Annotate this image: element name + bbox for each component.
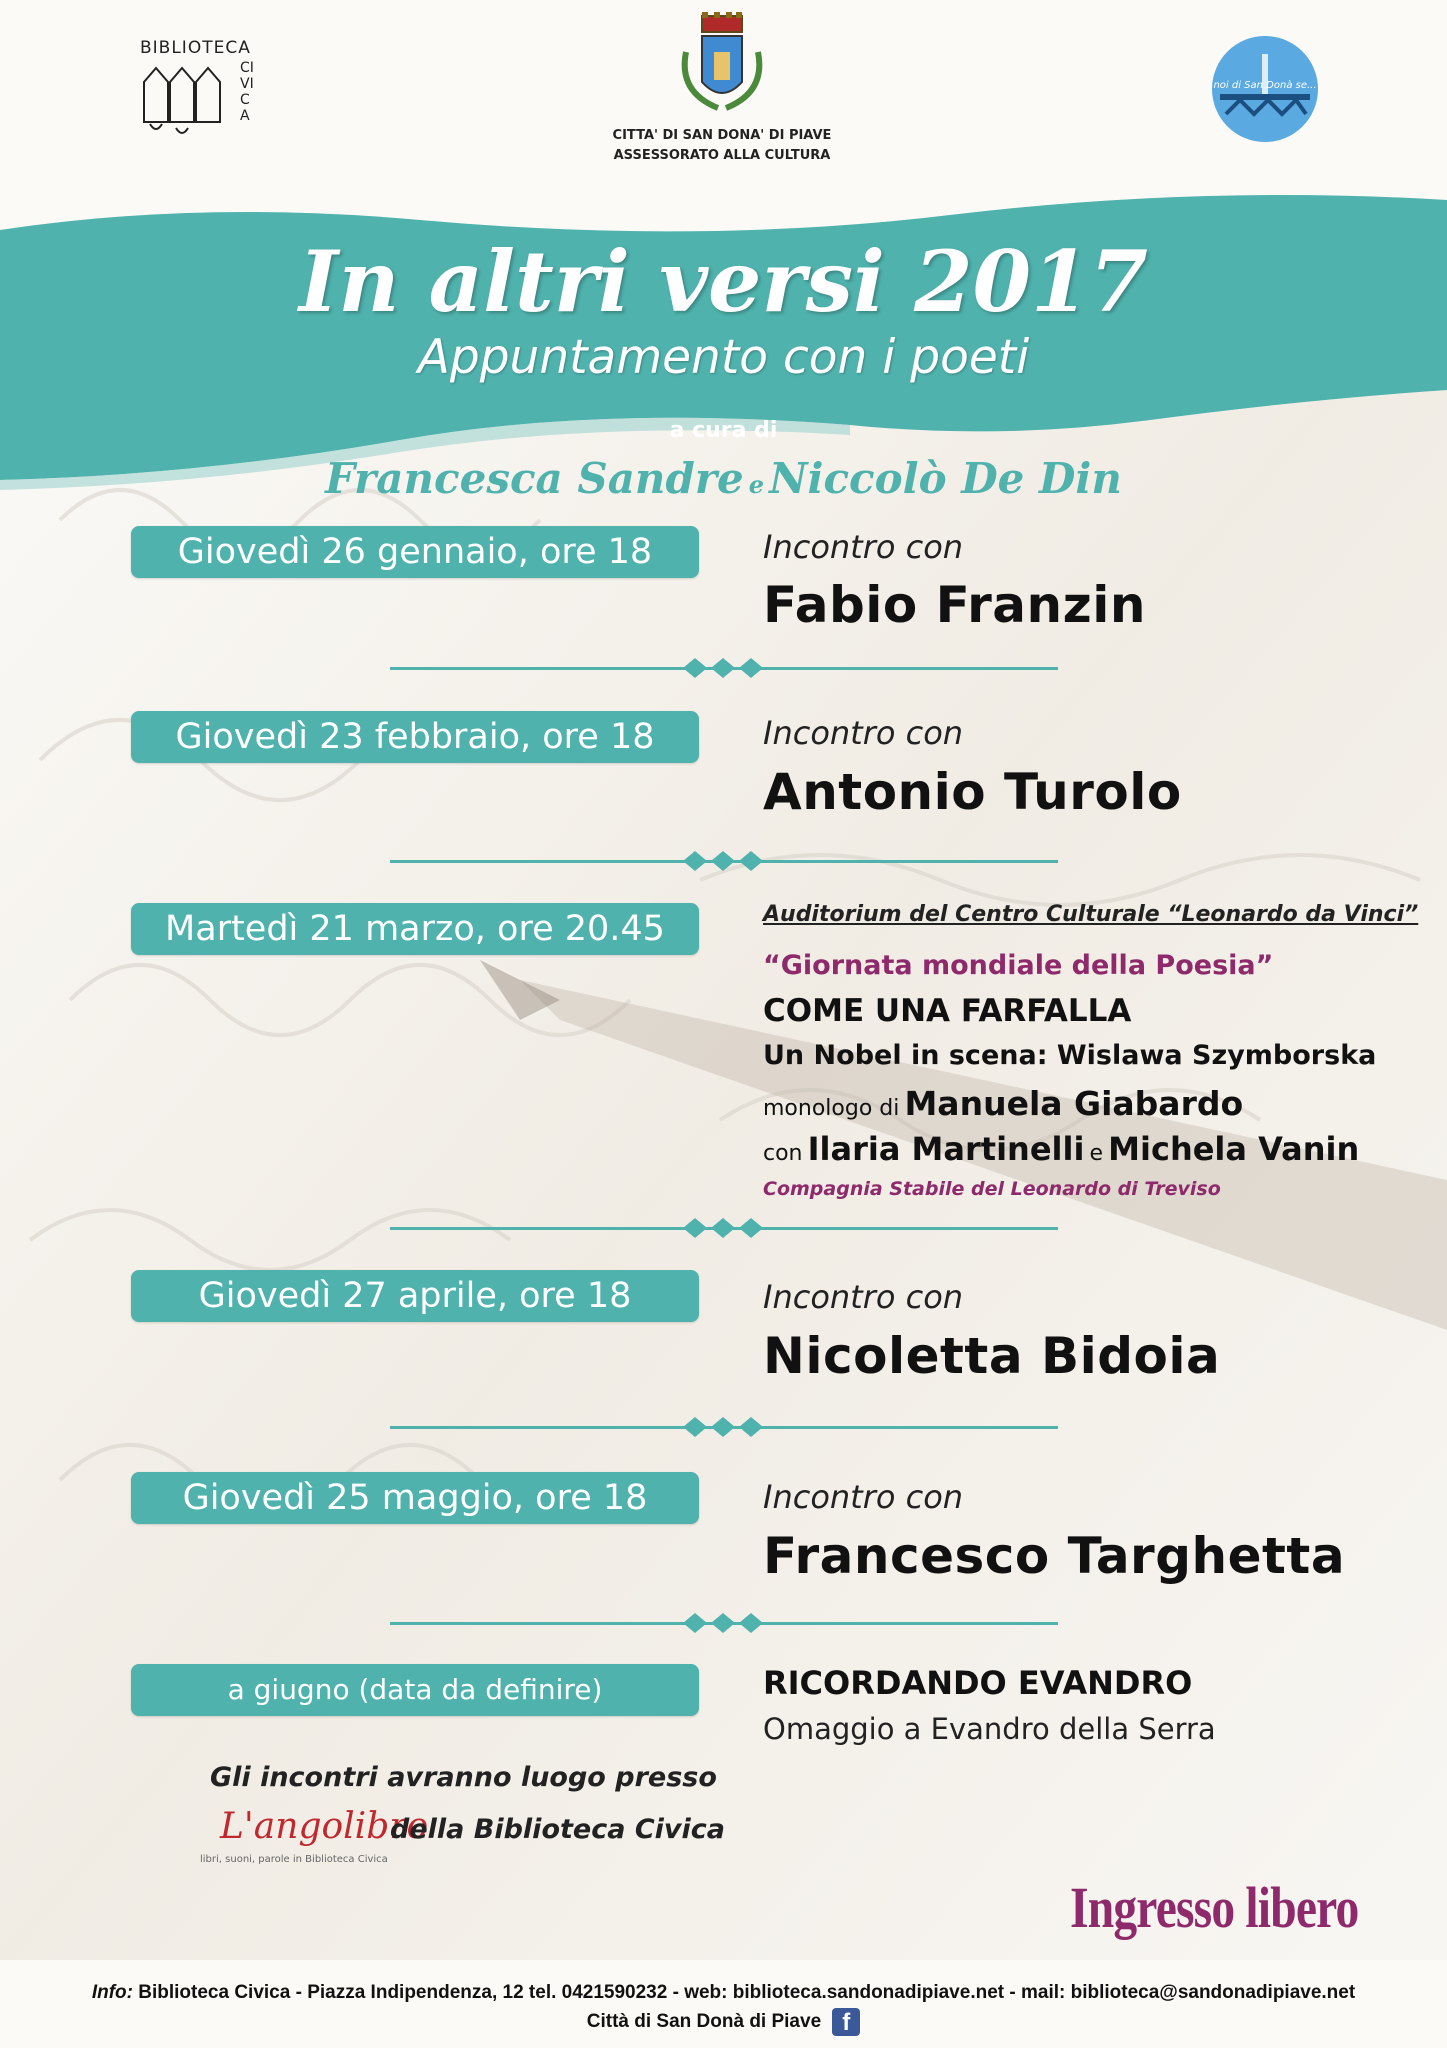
facebook-icon[interactable]: f — [832, 2008, 860, 2036]
city-department: ASSESSORATO ALLA CULTURA — [613, 148, 831, 163]
separator-diamonds-3 — [681, 1216, 765, 1240]
footer-info-text: Biblioteca Civica - Piazza Indipendenza, 12 tel. 0421590232 - web: biblioteca.sandonadipiave.net - mail: biblioteca@sandonadipiave.net — [138, 1982, 1356, 2003]
library-logo-title: BIBLIOTECA — [140, 38, 251, 58]
event-cast-3 — [763, 1130, 1359, 1168]
library-houses-icon — [140, 62, 240, 142]
separator-diamonds-4 — [681, 1415, 765, 1439]
event-intro-2: Incontro con — [763, 714, 964, 752]
event-poet-5: Francesco Targhetta — [763, 1527, 1346, 1585]
venue-note-line1: Gli incontri avranno luogo presso — [210, 1762, 717, 1793]
event-poet-4: Nicoletta Bidoia — [763, 1327, 1221, 1385]
event-date-1: Giovedì 26 gennaio, ore 18 — [131, 526, 699, 578]
separator-diamonds-2 — [681, 849, 765, 873]
footer-city — [0, 2008, 1447, 2036]
poster-subtitle: Appuntamento con i poeti — [417, 330, 1030, 385]
event-monologo-3 — [763, 1084, 1243, 1123]
event-show-title-3: COME UNA FARFALLA — [763, 993, 1132, 1029]
city-crest-icon — [672, 12, 772, 124]
city-name: CITTA' DI SAN DONA' DI PIAVE — [612, 128, 832, 143]
event-show-subtitle-3: Un Nobel in scena: Wislawa Szymborska — [763, 1040, 1377, 1071]
footer-info — [0, 1982, 1447, 2004]
curator-1: Francesca Sandre — [325, 454, 744, 503]
footer-city-name: Città di San Donà di Piave — [586, 2011, 822, 2032]
poster-title: In altri versi 2017 — [299, 232, 1148, 331]
event-title-6: RICORDANDO EVANDRO — [763, 1664, 1193, 1702]
event-date-2: Giovedì 23 febbraio, ore 18 — [131, 711, 699, 763]
event-date-4: Giovedì 27 aprile, ore 18 — [131, 1270, 699, 1322]
angolibro-logo: L'angolibro — [220, 1806, 429, 1847]
event-date-5: Giovedì 25 maggio, ore 18 — [131, 1472, 699, 1524]
cast-prefix: con — [763, 1141, 803, 1166]
a-cura-di: a cura di — [669, 418, 778, 443]
library-logo-side: CIVICA — [240, 60, 254, 124]
curator-conj: e — [748, 470, 765, 499]
event-venue-3: Auditorium del Centro Culturale “Leonardo da Vinci” — [763, 902, 1419, 927]
library-logo — [140, 38, 260, 148]
cast-conj: e — [1089, 1141, 1104, 1166]
event-subtitle-6: Omaggio a Evandro della Serra — [763, 1712, 1216, 1746]
event-date-6: a giugno (data da definire) — [131, 1664, 699, 1716]
curator-2: Niccolò De Din — [769, 454, 1122, 503]
event-poet-1: Fabio Franzin — [763, 576, 1146, 634]
event-intro-5: Incontro con — [763, 1478, 964, 1516]
footer-info-label: Info: — [91, 1982, 133, 2003]
noi-di-san-dona-text: noi di San Donà se... — [1213, 80, 1317, 91]
monologo-prefix: monologo di — [763, 1096, 900, 1121]
curators — [0, 454, 1447, 503]
cast-name-2: Michela Vanin — [1108, 1130, 1360, 1168]
event-poet-2: Antonio Turolo — [763, 763, 1182, 821]
event-intro-4: Incontro con — [763, 1278, 964, 1316]
separator-diamonds-1 — [681, 656, 765, 680]
venue-note-line2: della Biblioteca Civica — [390, 1814, 725, 1845]
monologo-name: Manuela Giabardo — [904, 1084, 1244, 1123]
event-company-3: Compagnia Stabile del Leonardo di Treviso — [763, 1178, 1221, 1200]
separator-diamonds-5 — [681, 1611, 765, 1635]
angolibro-tagline: libri, suoni, parole in Biblioteca Civica — [200, 1854, 388, 1865]
event-date-3: Martedì 21 marzo, ore 20.45 — [131, 903, 699, 955]
event-occasion-3: “Giornata mondiale della Poesia” — [763, 950, 1274, 981]
cast-name-1: Ilaria Martinelli — [807, 1130, 1085, 1168]
event-intro-1: Incontro con — [763, 528, 964, 566]
ingresso-libero: Ingresso libero — [1070, 1875, 1359, 1940]
